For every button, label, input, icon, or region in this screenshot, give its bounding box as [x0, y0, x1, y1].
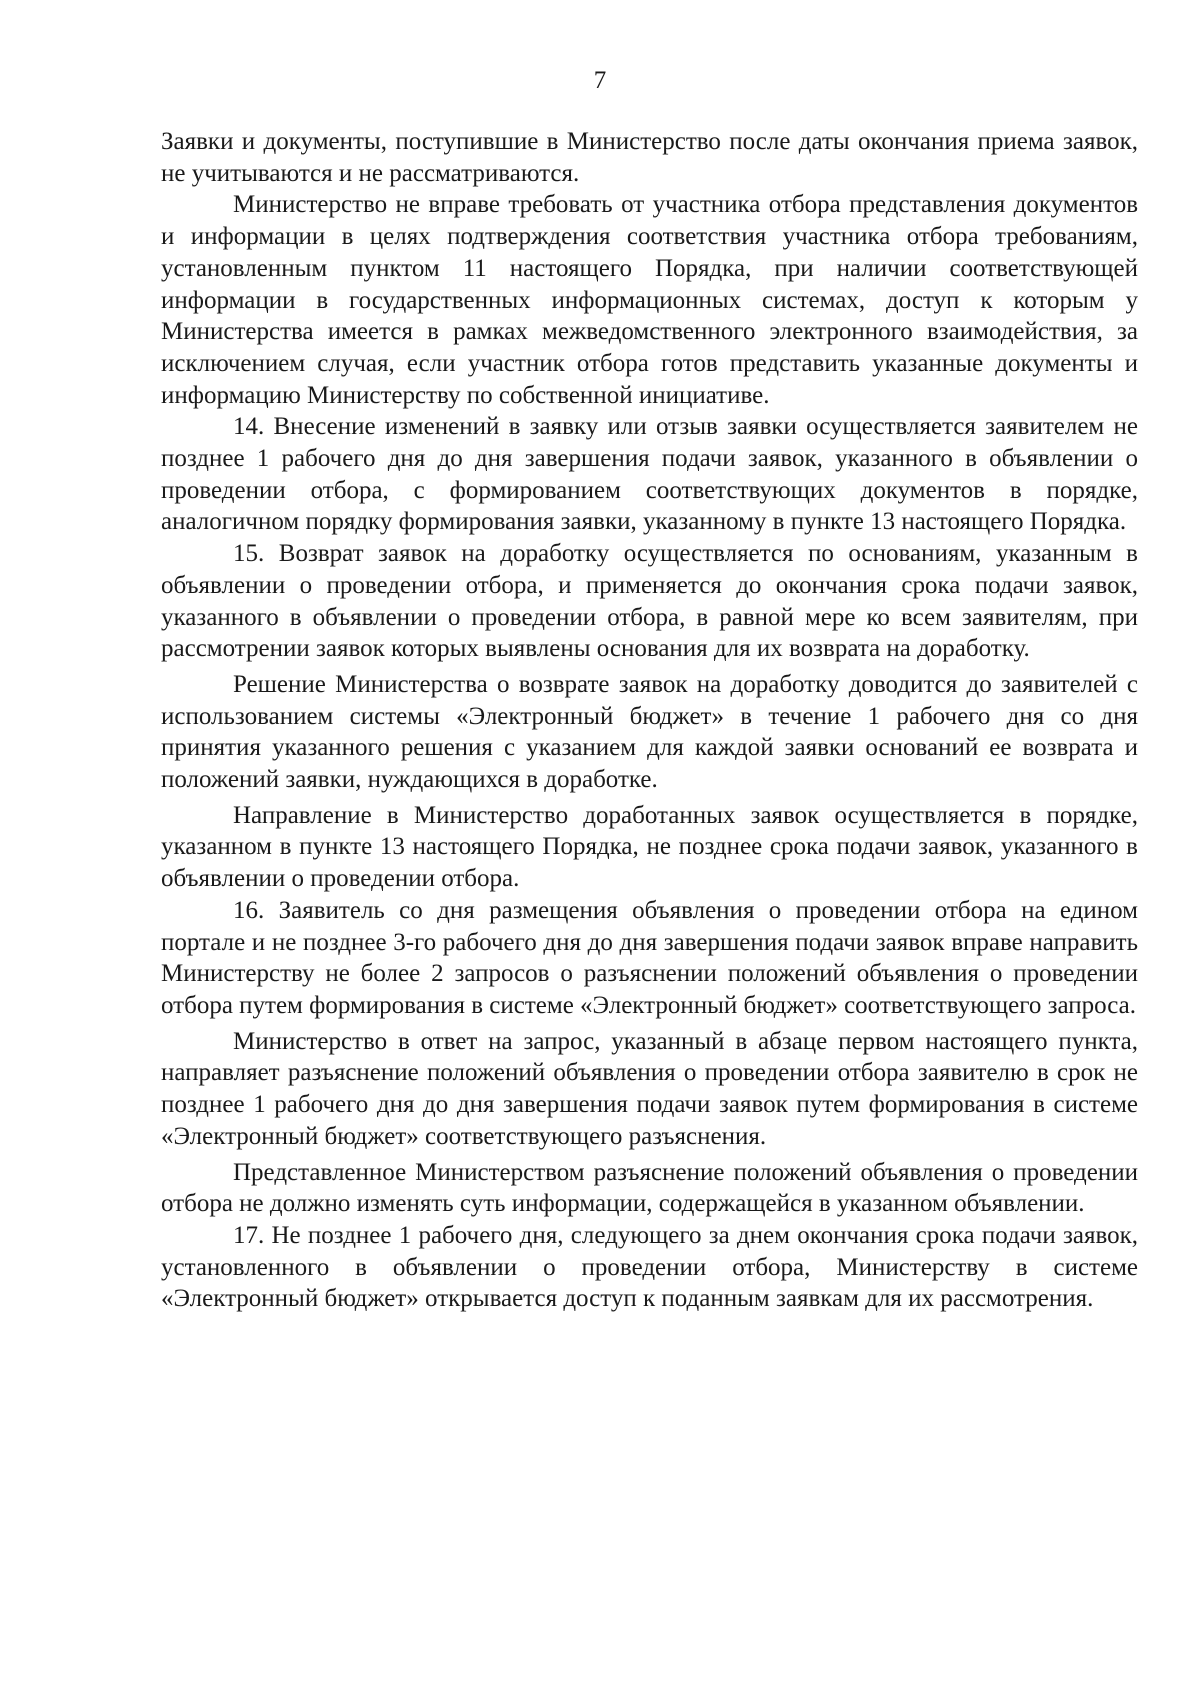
paragraph-4-item-15: 15. Возврат заявок на доработку осуществляется по основаниям, указанным в объявлении о проведении отбора, и применяется до окончания срока подачи заявок, указанного в объявлении о проведении отбора, в равной мере ко всем заявителям, при рассмотрении заявок которых выявлены основания для их возврата на доработку.: [161, 540, 1138, 663]
page-number: 7: [593, 67, 607, 94]
paragraph-9: Представленное Министерством разъяснение положений объявления о проведении отбора не должно изменять суть информации, содержащейся в указанном объявлении.: [161, 1158, 1138, 1218]
paragraph-7-item-16: 16. Заявитель со дня размещения объявления о проведении отбора на едином портале и не позднее 3-го рабочего дня до дня завершения подачи заявок вправе направить Министерству не более 2 запросов о разъяснении положений объявления о проведении отбора путем формирования в системе «Электронный бюджет» соответствующего запроса.: [161, 896, 1138, 1019]
paragraph-5: Решение Министерства о возврате заявок на доработку доводится до заявителей с использованием системы «Электронный бюджет» в течение 1 рабочего дня со дня принятия указанного решения с указанием для каждой заявки оснований ее возврата и положений заявки, нуждающихся в доработке.: [161, 670, 1138, 794]
paragraph-3-item-14: 14. Внесение изменений в заявку или отзыв заявки осуществляется заявителем не позднее 1 рабочего дня до дня завершения подачи заявок, указанного в объявлении о проведении отбора, с формированием соответствующих документов в порядке, аналогичном порядку формирования заявки, указанному в пункте 13 настоящего Порядка.: [161, 413, 1138, 536]
paragraph-8: Министерство в ответ на запрос, указанный в абзаце первом настоящего пункта, направляет разъяснение положений объявления о проведении отбора заявителю в срок не позднее 1 рабочего дня до дня завершения подачи заявок путем формирования в системе «Электронный бюджет» соответствующего разъяснения.: [161, 1027, 1138, 1150]
paragraph-1: Заявки и документы, поступившие в Министерство после даты окончания приема заявок, не учитываются и не рассматриваются.: [161, 128, 1138, 187]
document-body: [161, 126, 1138, 1315]
paragraph-6: Направление в Министерство доработанных заявок осуществляется в порядке, указанном в пункте 13 настоящего Порядка, не позднее срока подачи заявок, указанного в объявлении о проведении отбора.: [161, 801, 1138, 893]
paragraph-10-item-17: 17. Не позднее 1 рабочего дня, следующего за днем окончания срока подачи заявок, установленного в объявлении о проведении отбора, Министерству в системе «Электронный бюджет» открывается доступ к поданным заявкам для их рассмотрения.: [161, 1221, 1138, 1313]
paragraph-2: Министерство не вправе требовать от участника отбора представления документов и информации в целях подтверждения соответствия участника отбора требованиям, установленным пунктом 11 настоящего Порядка, при наличии соответствующей информации в государственных информационных системах, доступ к которым у Министерства имеется в рамках межведомственного электронного взаимодействия, за исключением случая, если участник отбора готов представить указанные документы и информацию Министерству по собственной инициативе.: [161, 191, 1138, 409]
